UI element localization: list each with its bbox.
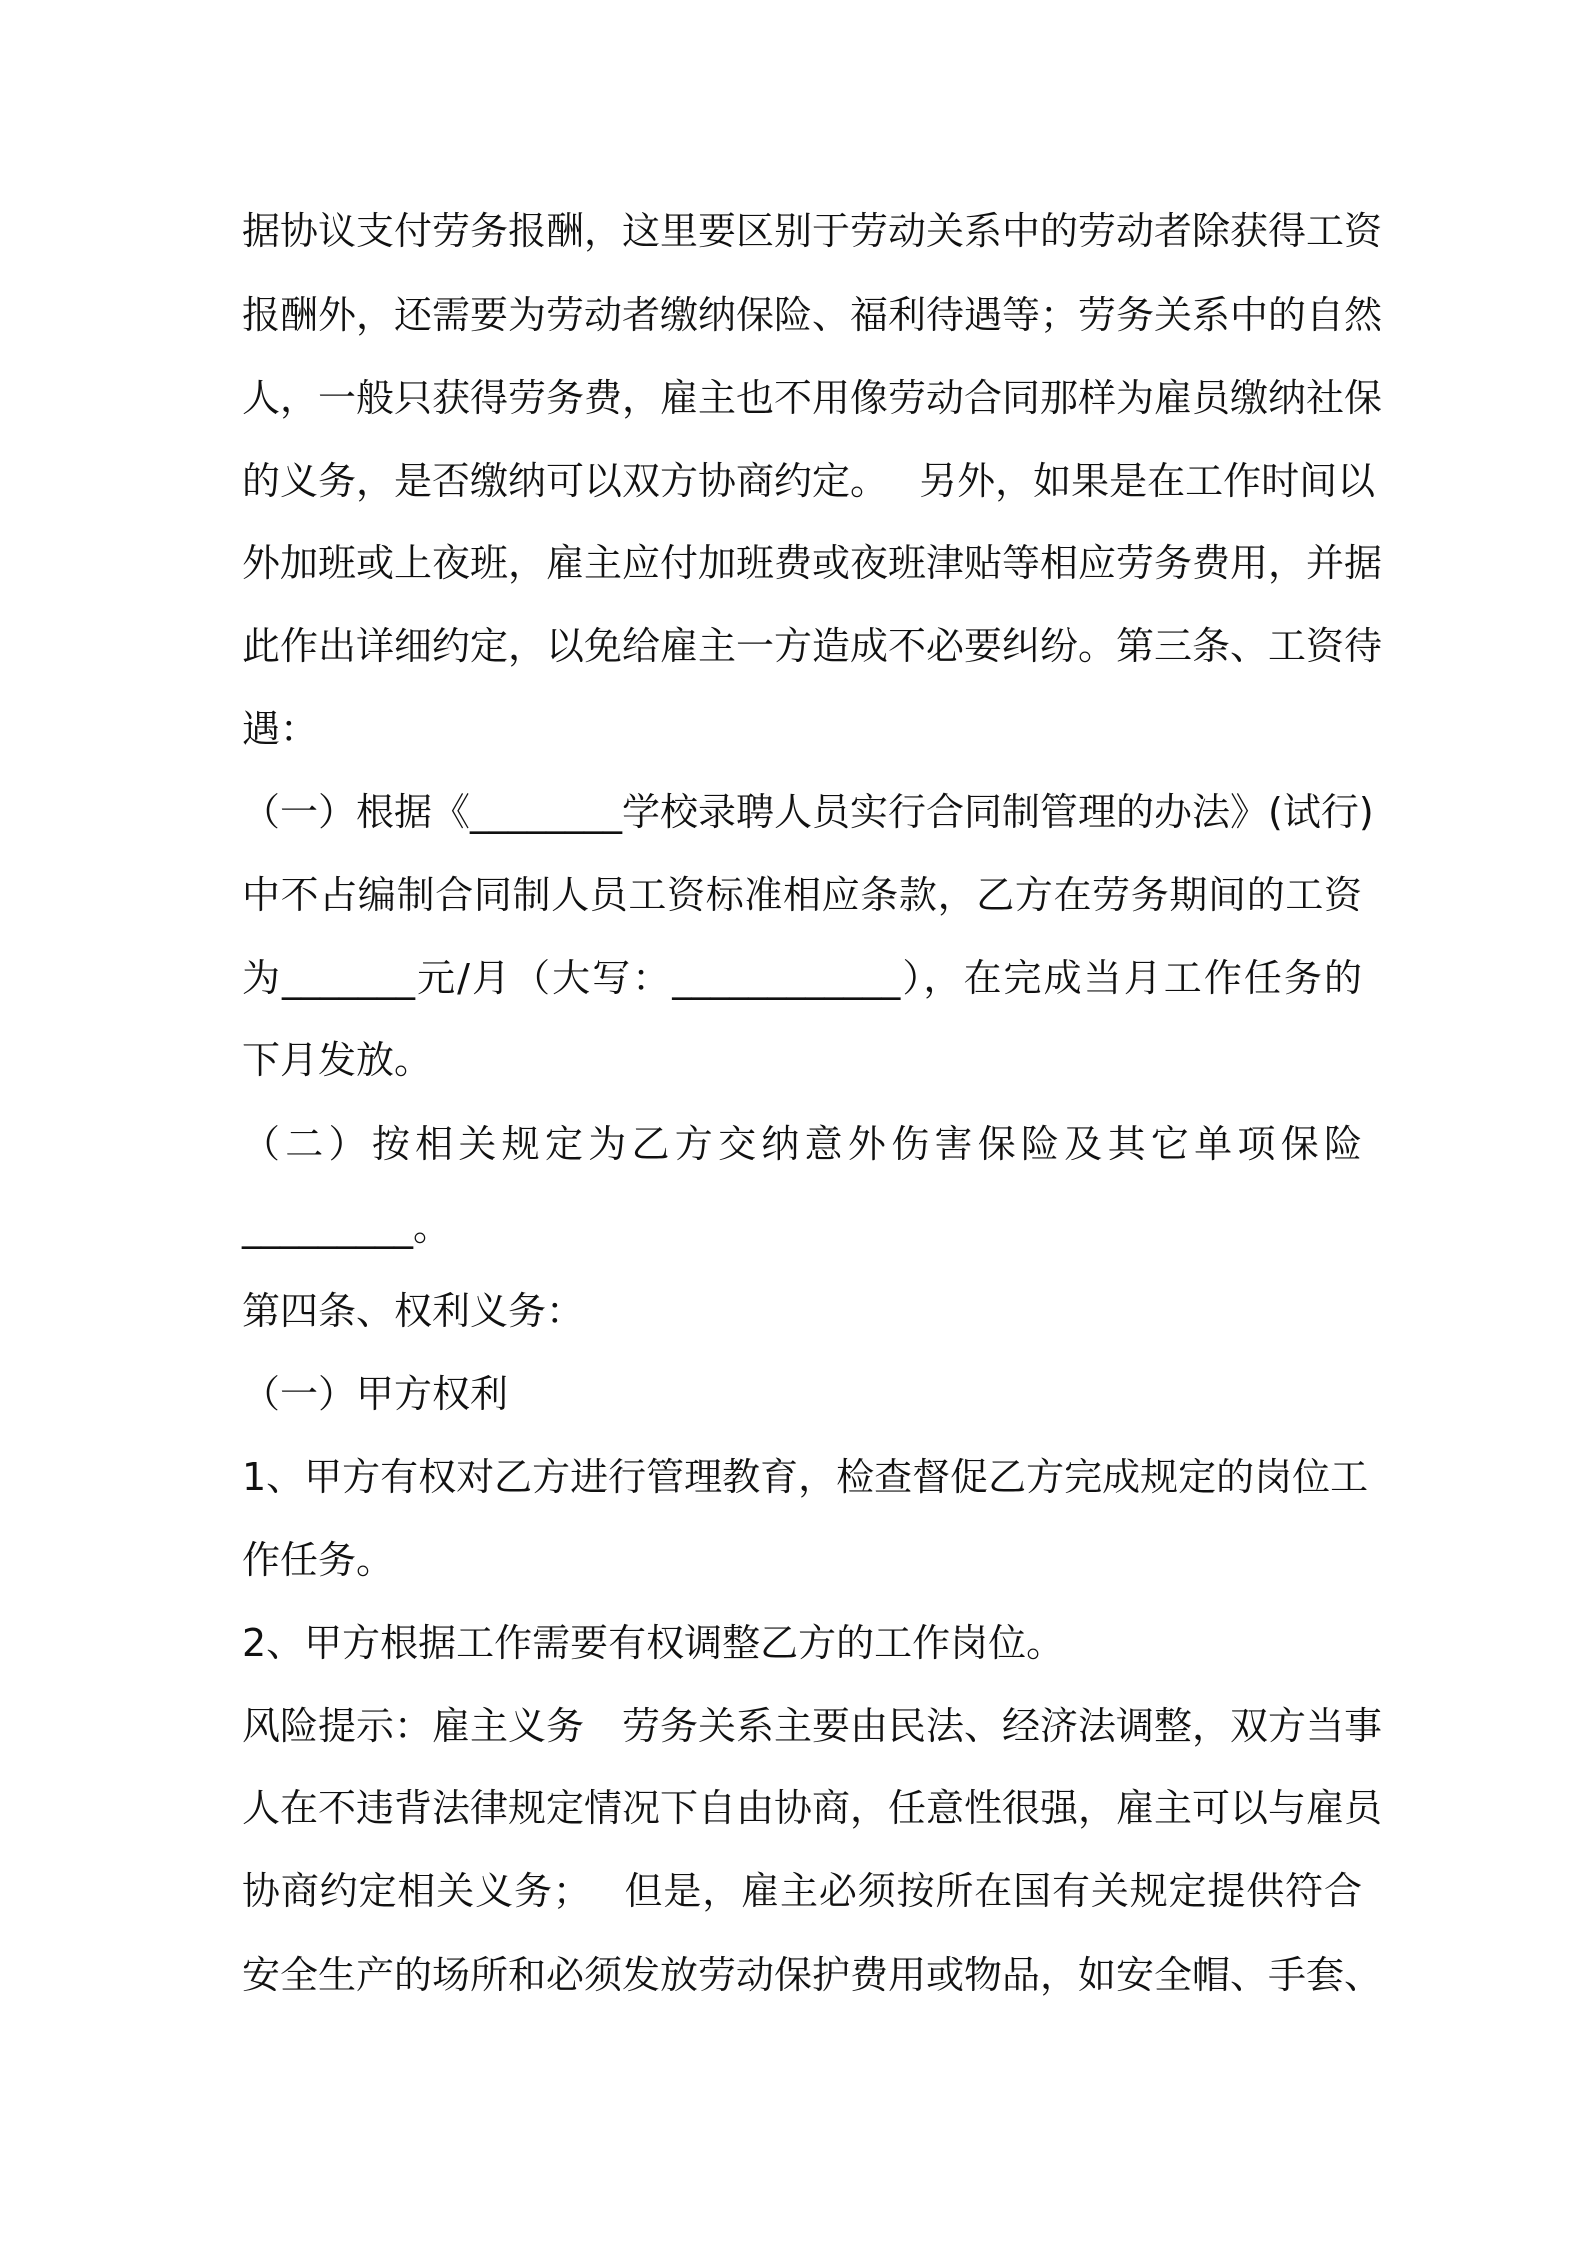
text-line: 据协议支付劳务报酬，这里要区别于劳动关系中的劳动者除获得工资 bbox=[242, 209, 1383, 253]
text-line: 外加班或上夜班，雇主应付加班费或夜班津贴等相应劳务费用，并据 bbox=[242, 541, 1383, 585]
text-line: （一）根据《________学校录聘人员实行合同制管理的办法》(试行) bbox=[242, 790, 1374, 834]
text-line: （一）甲方权利 bbox=[242, 1372, 509, 1416]
text-line: 协商约定相关义务； 但是，雇主必须按所在国有关规定提供符合 bbox=[242, 1869, 1362, 1913]
text-line: （二）按相关规定为乙方交纳意外伤害保险及其它单项保险 bbox=[242, 1122, 1362, 1166]
text-line: 作任务。 bbox=[242, 1538, 395, 1582]
text-line: _________。 bbox=[242, 1205, 452, 1249]
text-line: 此作出详细约定，以免给雇主一方造成不必要纠纷。第三条、工资待 bbox=[242, 624, 1383, 668]
text-line: 第四条、权利义务： bbox=[242, 1289, 585, 1333]
text-line: 1、甲方有权对乙方进行管理教育，检查督促乙方完成规定的岗位工 bbox=[242, 1455, 1369, 1499]
text-line: 遇： bbox=[242, 707, 319, 751]
text-line: 安全生产的场所和必须发放劳动保护费用或物品，如安全帽、手套、 bbox=[242, 1953, 1383, 1997]
text-line: 下月发放。 bbox=[242, 1038, 433, 1082]
text-line: 人，一般只获得劳务费，雇主也不用像劳动合同那样为雇员缴纳社保 bbox=[242, 376, 1383, 420]
text-line: 2、甲方根据工作需要有权调整乙方的工作岗位。 bbox=[242, 1621, 1065, 1665]
text-line: 为_______元/月（大写：____________），在完成当月工作任务的 bbox=[242, 956, 1362, 1000]
text-line: 报酬外，还需要为劳动者缴纳保险、福利待遇等；劳务关系中的自然 bbox=[242, 293, 1383, 337]
text-line: 的义务，是否缴纳可以双方协商约定。 另外，如果是在工作时间以 bbox=[242, 459, 1376, 503]
text-line: 风险提示：雇主义务 劳务关系主要由民法、经济法调整，双方当事 bbox=[242, 1704, 1383, 1748]
text-line: 中不占编制合同制人员工资标准相应条款，乙方在劳务期间的工资 bbox=[242, 873, 1362, 917]
text-line: 人在不违背法律规定情况下自由协商，任意性很强，雇主可以与雇员 bbox=[242, 1786, 1383, 1830]
